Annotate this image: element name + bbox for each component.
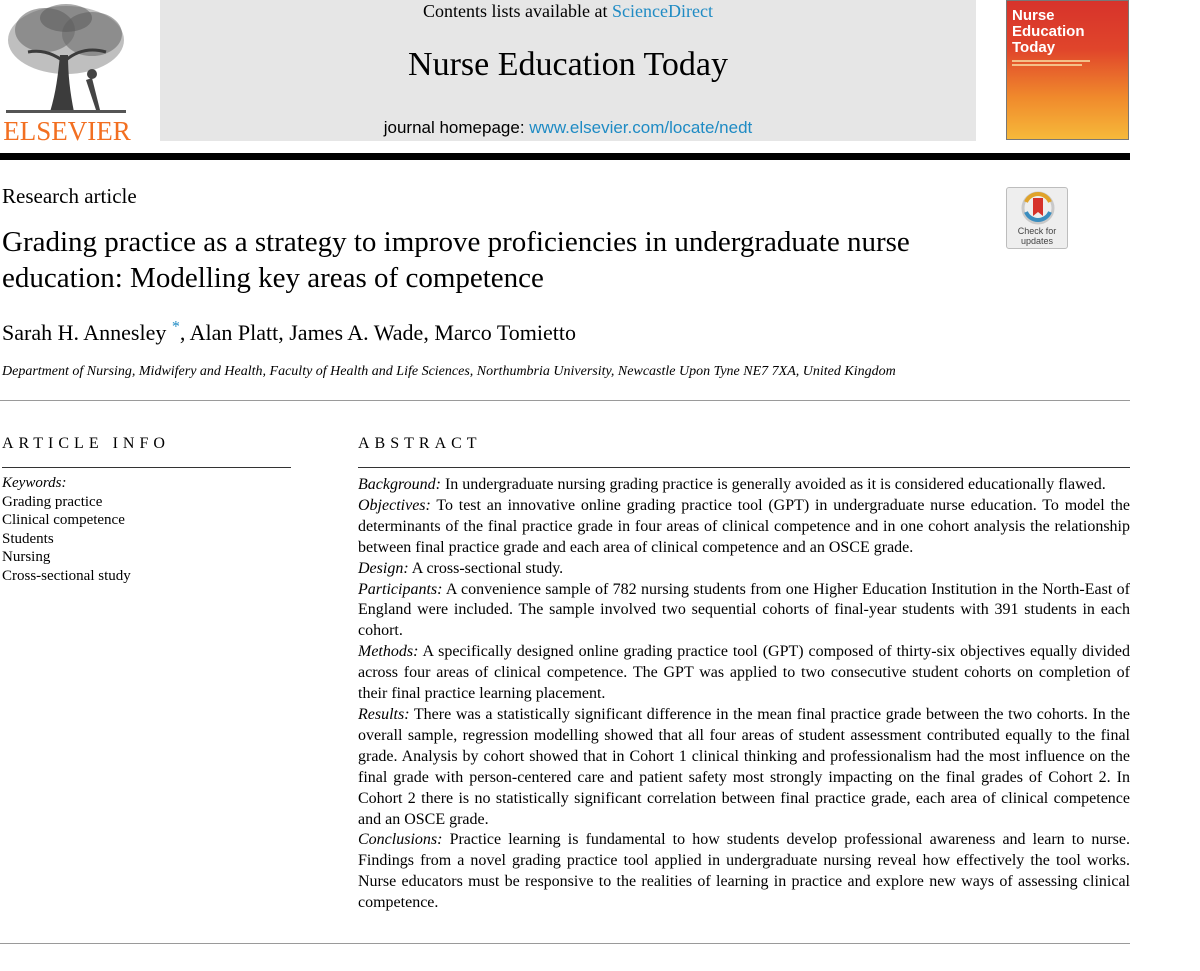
section-label: Participants: — [358, 580, 443, 598]
section-label: Design: — [358, 559, 409, 577]
homepage-link[interactable]: www.elsevier.com/locate/nedt — [529, 118, 753, 137]
section-label: Methods: — [358, 643, 419, 661]
section-label: Results: — [358, 705, 410, 723]
section-text: Practice learning is fundamental to how students develop professional awareness and learn to nurse. Findings from a novel grading practice tool applied in undergraduate nursing reveal how effectively the tool works. Nurse educators must be responsive to the realities of learning in practice and explore new ways of assessing clinical competence. — [358, 831, 1130, 912]
keyword-item[interactable]: Nursing — [2, 549, 51, 566]
article-type: Research article — [2, 184, 137, 208]
journal-title: Nurse Education Today — [408, 46, 728, 83]
keywords-block — [2, 474, 292, 586]
corresponding-author-mark[interactable]: * — [171, 318, 180, 336]
section-text: To test an innovative online grading practice tool (GPT) in undergraduate nurse education. To model the determinants of the final practice grade in four areas of clinical competence and in one cohort analysis the relationship between final practice grade and each area of clinical competence and an OSCE grade. — [358, 496, 1130, 556]
section-text: In undergraduate nursing grading practice is generally avoided as it is considered educationally flawed. — [440, 476, 1106, 493]
section-text: A convenience sample of 782 nursing students from one Higher Education Institution in the North-East of England were included. The sample involved two sequential cohorts of final-year students with 391 students in each cohort. — [358, 580, 1130, 640]
cover-title: Nurse Education Today — [1012, 7, 1085, 56]
article-title: Grading practice as a strategy to improve proficiencies in undergraduate nurse education: Modelling key areas of competence — [2, 226, 910, 294]
abstract-conclusions — [358, 830, 1130, 914]
section-label: Objectives: — [358, 496, 431, 514]
keyword-item[interactable]: Cross-sectional study — [2, 567, 131, 584]
other-authors: , Alan Platt, James A. Wade, Marco Tomietto — [179, 320, 576, 345]
cover-subtitle-decoration — [1012, 58, 1122, 71]
section-label: Background: — [358, 476, 441, 493]
abstract-background — [358, 475, 1130, 496]
homepage-line — [160, 117, 976, 139]
section-text: There was a statistically significant difference in the mean final practice grade between the two cohorts. In the overall sample, regression modelling showed that all four areas of student assessment contributed equally to the final grade. Analysis by cohort showed that in Cohort 1 clinical thinking and professionalism had the most influence on the final grade with person-centered care and patient safety most strongly impacting on the final grades of Cohort 2. In Cohort 2 there is no statistically significant correlation between final practice grade, each area of clinical competence and an OSCE grade. — [358, 705, 1130, 828]
keyword-item[interactable]: Grading practice — [2, 493, 103, 510]
keywords-label: Keywords: — [2, 475, 67, 491]
abstract-participants — [358, 580, 1130, 643]
author-list — [2, 318, 576, 348]
abstract-design — [358, 559, 1130, 580]
divider — [0, 943, 1130, 944]
abstract-heading: ABSTRACT — [358, 435, 482, 452]
abstract-objectives — [358, 496, 1130, 559]
first-author[interactable]: Sarah H. Annesley — [2, 320, 167, 345]
abstract-results — [358, 705, 1130, 830]
homepage-prefix: journal homepage: — [383, 118, 530, 137]
contents-line — [160, 0, 976, 22]
section-text: A specifically designed online grading practice tool (GPT) composed of thirty-six objectives equally divided across four areas of clinical competence. The GPT was applied to two consecutive student cohorts on completion of their final practice learning placement. — [358, 643, 1130, 703]
keyword-item[interactable]: Students — [2, 530, 54, 547]
divider — [0, 400, 1130, 401]
section-text: A cross-sectional study. — [408, 559, 564, 577]
abstract-body — [358, 475, 1130, 914]
affiliation: Department of Nursing, Midwifery and Health, Faculty of Health and Life Sciences, Northumbria University, Newcastle Upon Tyne NE7 7XA, United Kingdom — [2, 364, 896, 379]
article-info-heading: ARTICLE INFO — [2, 435, 170, 452]
sciencedirect-link[interactable]: ScienceDirect — [612, 1, 713, 21]
keyword-item[interactable]: Clinical competence — [2, 512, 125, 529]
check-updates-icon — [1007, 188, 1069, 228]
abstract-methods — [358, 642, 1130, 705]
publisher-name: ELSEVIER — [3, 116, 131, 146]
article-info-rule — [2, 467, 291, 468]
contents-prefix: Contents lists available at — [423, 1, 612, 21]
section-label: Conclusions: — [358, 831, 443, 849]
check-for-updates-label: Check for updates — [1017, 226, 1057, 246]
header-divider — [0, 153, 1130, 160]
abstract-rule — [358, 467, 1130, 468]
